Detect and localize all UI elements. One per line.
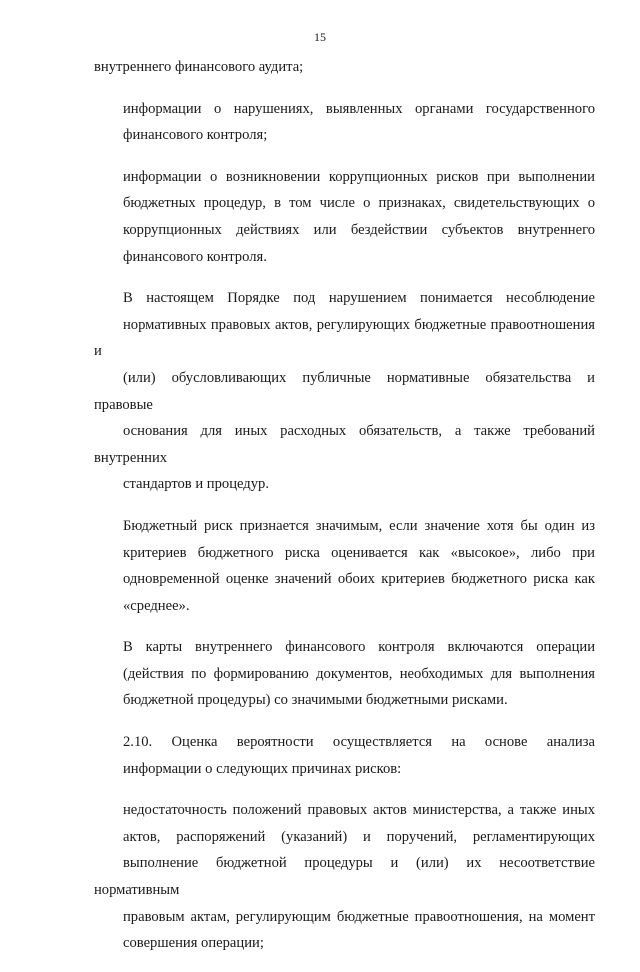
text-line: правовым актам, регулирующим бюджетные правоотношения, на момент xyxy=(123,908,595,925)
text-line: В карты внутреннего финансового контроля включаются операции xyxy=(123,639,595,656)
paragraph xyxy=(94,797,595,957)
text-line: Бюджетный риск признается значимым, если значение хотя бы один из xyxy=(123,517,595,534)
text-line: критериев бюджетного риска оценивается как «высокое», либо при xyxy=(123,544,595,561)
paragraph xyxy=(94,513,595,619)
paragraph xyxy=(94,634,595,714)
page-number: 15 xyxy=(314,30,326,44)
text-line: основания для иных расходных обязательств, а также требований внутренних xyxy=(94,423,595,466)
text-line: информации о следующих причинах рисков: xyxy=(123,760,402,777)
text-line: бюджетной процедуры) со значимыми бюджетными рисками. xyxy=(123,692,508,709)
text-line: (действия по формированию документов, необходимых для выполнения xyxy=(123,665,595,682)
text-line: В настоящем Порядке под нарушением понимается несоблюдение xyxy=(123,290,595,307)
text-line: стандартов и процедур. xyxy=(123,476,269,493)
text-line: совершения операции; xyxy=(123,935,264,952)
text-line: 2.10. Оценка вероятности осуществляется на основе анализа xyxy=(123,734,595,751)
paragraph xyxy=(94,729,595,782)
text-line: бюджетных процедур, в том числе о признаках, свидетельствующих о xyxy=(123,195,595,212)
text-line: недостаточность положений правовых актов министерства, а также иных xyxy=(123,802,595,819)
text-line: финансового контроля; xyxy=(123,127,268,144)
text-line: внутреннего финансового аудита; xyxy=(94,59,304,75)
text-line: одновременной оценке значений обоих критериев бюджетного риска как xyxy=(123,571,595,588)
text-line: «среднее». xyxy=(123,597,190,614)
text-line: актов, распоряжений (указаний) и поручений, регламентирующих xyxy=(123,828,595,845)
paragraph xyxy=(94,96,595,149)
text-line: выполнение бюджетной процедуры и (или) их несоответствие нормативным xyxy=(94,855,595,899)
text-line: информации о возникновении коррупционных рисков при выполнении xyxy=(123,168,595,185)
document-body xyxy=(94,54,595,972)
paragraph xyxy=(94,54,595,81)
text-line: информации о нарушениях, выявленных органами государственного xyxy=(123,100,595,117)
text-line: финансового контроля. xyxy=(123,248,267,265)
text-line: коррупционных действиях или бездействии субъектов внутреннего xyxy=(123,221,595,238)
text-line: (или) обусловливающих публичные нормативные обязательства и правовые xyxy=(94,369,595,413)
paragraph xyxy=(94,285,595,498)
paragraph xyxy=(94,164,595,270)
text-line: нормативных правовых актов, регулирующих бюджетные правоотношения и xyxy=(94,316,595,360)
